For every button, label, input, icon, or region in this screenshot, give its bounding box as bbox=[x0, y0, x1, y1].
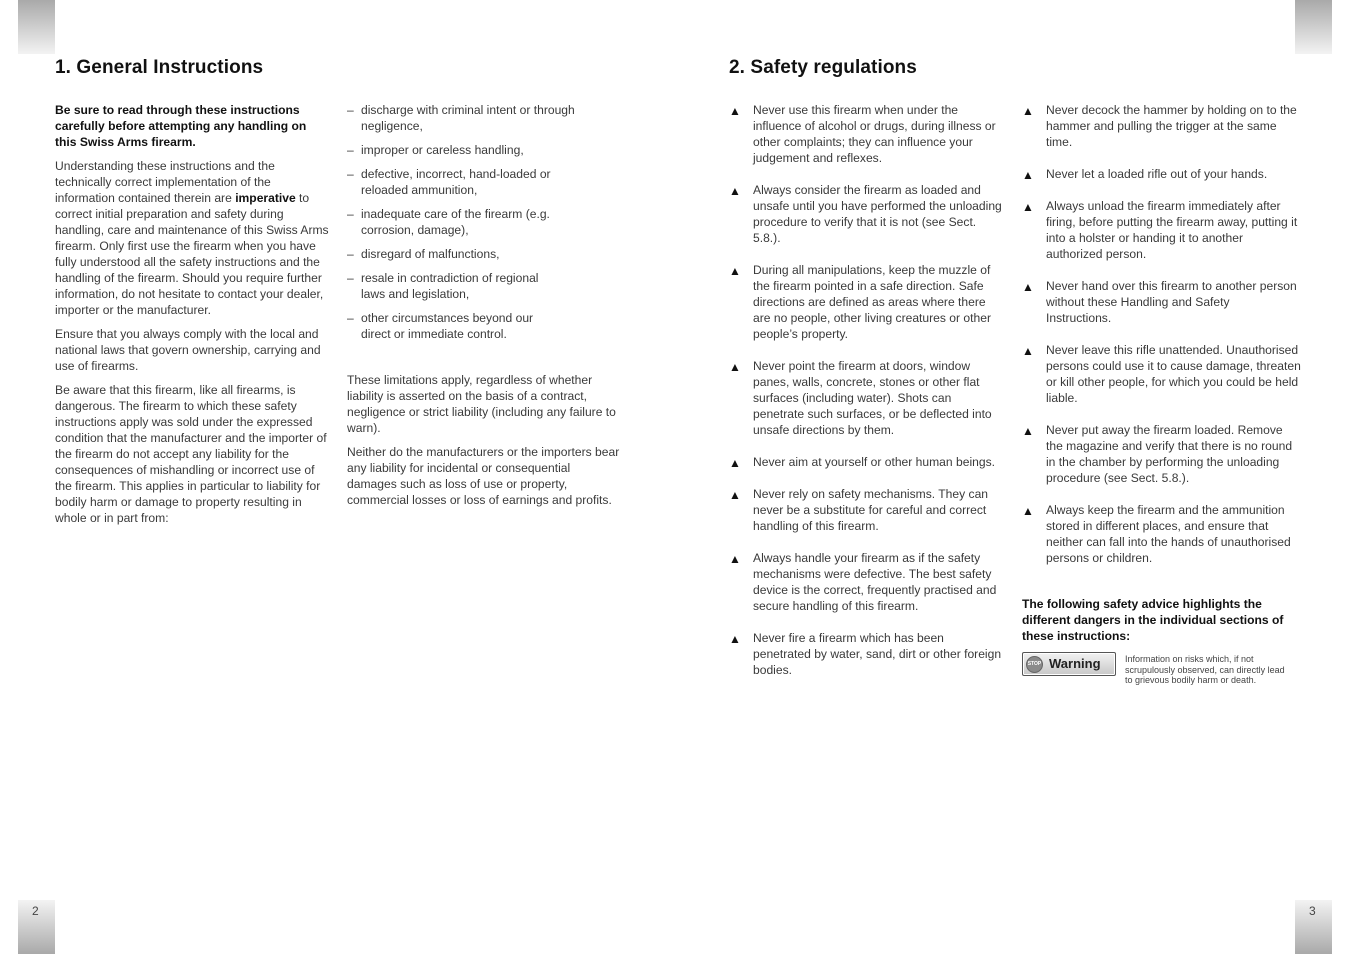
list-item bbox=[1022, 166, 1298, 182]
warning-triangle-icon: ▲ bbox=[729, 264, 741, 278]
warning-triangle-icon: ▲ bbox=[729, 552, 741, 566]
stop-sign-icon: STOP bbox=[1026, 656, 1043, 673]
warning-triangle-icon: ▲ bbox=[729, 632, 741, 646]
paragraph-text: to correct initial preparation and safety during handling, care and maintenance of this Swiss Arms firearm. Only first use the firearm when you have fully understood all the safety instructions and the handling of the firearm. Should you require further information, do not hesitate to contact your dealer, importer or the manufacturer. bbox=[55, 191, 329, 317]
list-item bbox=[729, 550, 1005, 614]
list-item bbox=[729, 486, 1005, 534]
list-item-text: discharge with criminal intent or through negligence, bbox=[361, 103, 575, 133]
dash-bullet: – bbox=[347, 247, 354, 261]
warning-triangle-icon: ▲ bbox=[1022, 504, 1034, 518]
list-item-text: Never put away the firearm loaded. Remove the magazine and verify that there is no round in the chamber by performing the unloading procedure (see Sect. 5.8.). bbox=[1046, 423, 1293, 485]
list-item bbox=[347, 102, 596, 134]
general-instructions-column-1 bbox=[55, 102, 330, 534]
list-item bbox=[729, 182, 1003, 246]
warning-triangle-icon: ▲ bbox=[1022, 168, 1034, 182]
list-item bbox=[729, 102, 1005, 166]
list-item-text: Always unload the firearm immediately after firing, before putting the firearm away, putting it into a holster or handing it to another authorized person. bbox=[1046, 199, 1298, 261]
warning-triangle-icon: ▲ bbox=[729, 360, 741, 374]
list-item bbox=[729, 630, 1003, 678]
dash-bullet: – bbox=[347, 271, 354, 285]
list-item bbox=[1022, 102, 1298, 150]
list-item bbox=[1022, 502, 1298, 566]
safety-regulations-column-1 bbox=[729, 102, 1005, 694]
dash-bullet: – bbox=[347, 167, 354, 181]
list-item-text: Always handle your firearm as if the safety mechanisms were defective. The best safety device is the correct, frequently practised and secure handling of this firearm. bbox=[753, 551, 997, 613]
list-item-text: Never point the firearm at doors, window panes, walls, concrete, stones or other flat surfaces (including water). Shots can penetrate such surfaces, or be deflected into unsafe directions by them. bbox=[753, 359, 992, 437]
corner-tab-top-right bbox=[1295, 0, 1332, 54]
dash-bullet: – bbox=[347, 311, 354, 325]
list-item-text: Never let a loaded rifle out of your hands. bbox=[1046, 167, 1268, 181]
list-item-text: other circumstances beyond our direct or immediate control. bbox=[361, 311, 534, 341]
list-item-text: resale in contradiction of regional laws and legislation, bbox=[361, 271, 539, 301]
warning-triangle-icon: ▲ bbox=[729, 104, 741, 118]
list-item-text: Never hand over this firearm to another person without these Handling and Safety Instructions. bbox=[1046, 279, 1297, 325]
paragraph-text: Understanding these instructions and the technically correct implementation of the information contained therein are bbox=[55, 159, 275, 205]
warning-badge bbox=[1022, 652, 1116, 676]
list-item-text: Never use this firearm when under the influence of alcohol or drugs, during illness or other complaints; they can influence your judgement and reflexes. bbox=[753, 103, 996, 165]
list-item bbox=[1022, 198, 1298, 262]
list-item-text: improper or careless handling, bbox=[361, 143, 524, 157]
list-item bbox=[347, 270, 566, 302]
list-item-text: disregard of malfunctions, bbox=[361, 247, 500, 261]
list-item bbox=[347, 310, 566, 342]
list-item bbox=[729, 262, 1005, 342]
list-item bbox=[729, 358, 1003, 438]
intro-bold-paragraph: Be sure to read through these instructions carefully before attempting any handling on this Swiss Arms firearm. bbox=[55, 103, 307, 149]
warning-triangle-icon: ▲ bbox=[1022, 344, 1034, 358]
paragraph-laws: Ensure that you always comply with the local and national laws that govern ownership, carrying and use of firearms. bbox=[55, 327, 321, 373]
corner-tab-top-left bbox=[18, 0, 55, 54]
safety-rules-list-1 bbox=[729, 102, 1005, 678]
warning-triangle-icon: ▲ bbox=[1022, 424, 1034, 438]
list-item bbox=[1022, 422, 1298, 486]
dash-bullet: – bbox=[347, 103, 354, 117]
safety-regulations-column-2 bbox=[1022, 102, 1301, 686]
list-item-text: Always keep the firearm and the ammunition stored in different places, and ensure that neither can fall into the hands of unauthorised persons or children. bbox=[1046, 503, 1291, 565]
warning-triangle-icon: ▲ bbox=[729, 184, 741, 198]
list-item bbox=[1022, 278, 1298, 326]
liability-exclusion-list bbox=[347, 102, 622, 342]
list-item-text: Never rely on safety mechanisms. They can never be a substitute for careful and correct handling of this firearm. bbox=[753, 487, 989, 533]
page-number-right: 3 bbox=[1309, 904, 1316, 918]
list-item-text: Never leave this rifle unattended. Unauthorised persons could use it to cause damage, threaten or kill other people, for which you could be held liable. bbox=[1046, 343, 1301, 405]
list-item bbox=[347, 206, 556, 238]
warning-label: Warning bbox=[1049, 656, 1101, 671]
dash-bullet: – bbox=[347, 143, 354, 157]
warning-triangle-icon: ▲ bbox=[729, 456, 741, 470]
page-number-left: 2 bbox=[32, 904, 39, 918]
dash-bullet: – bbox=[347, 207, 354, 221]
warning-triangle-icon: ▲ bbox=[729, 488, 741, 502]
paragraph-understanding bbox=[55, 158, 330, 318]
safety-advice-intro: The following safety advice highlights the different dangers in the individual sections of these instructions: bbox=[1022, 597, 1284, 643]
list-item-text: Never fire a firearm which has been penetrated by water, sand, dirt or other foreign bodies. bbox=[753, 631, 1002, 677]
list-item bbox=[347, 166, 556, 198]
list-item-text: Always consider the firearm as loaded and unsafe until you have performed the unloading procedure to verify that it is not (see Sect. 5.8.). bbox=[753, 183, 1002, 245]
list-item-text: defective, incorrect, hand-loaded or reloaded ammunition, bbox=[361, 167, 551, 197]
safety-rules-list-2 bbox=[1022, 102, 1301, 566]
list-item bbox=[347, 246, 622, 262]
general-instructions-column-2 bbox=[347, 102, 622, 516]
list-item bbox=[729, 454, 998, 470]
warning-triangle-icon: ▲ bbox=[1022, 200, 1034, 214]
heading-general-instructions: 1. General Instructions bbox=[55, 57, 264, 78]
paragraph-limitations: These limitations apply, regardless of whether liability is asserted on the basis of a contract, negligence or strict liability (including any failure to warn). bbox=[347, 373, 616, 435]
heading-safety-regulations: 2. Safety regulations bbox=[729, 57, 917, 78]
list-item-text: Never decock the hammer by holding on to the hammer and pulling the trigger at the same time. bbox=[1046, 103, 1297, 149]
warning-triangle-icon: ▲ bbox=[1022, 280, 1034, 294]
list-item-text: During all manipulations, keep the muzzle of the firearm pointed in a safe direction. Safe directions are defined as areas where there are no people, other living creatures or other people’s property. bbox=[753, 263, 991, 341]
paragraph-no-liability: Neither do the manufacturers or the importers bear any liability for incidental or consequential damages such as loss of use or property, commercial losses or loss of earnings and profits. bbox=[347, 445, 620, 507]
paragraph-liability: Be aware that this firearm, like all firearms, is dangerous. The firearm to which these safety instructions apply was sold under the expressed condition that the manufacturer and the importer of the firearm do not accept any liability for the consequences of mishandling or incorrect use of the firearm. This applies in particular to liability for bodily harm or damage to property resulting in whole or in part from: bbox=[55, 383, 327, 525]
list-item bbox=[1022, 342, 1311, 406]
list-item bbox=[347, 142, 622, 158]
emphasis-imperative: imperative bbox=[235, 191, 296, 205]
list-item-text: inadequate care of the firearm (e.g. corrosion, damage), bbox=[361, 207, 550, 237]
warning-triangle-icon: ▲ bbox=[1022, 104, 1034, 118]
list-item-text: Never aim at yourself or other human beings. bbox=[753, 455, 995, 469]
warning-legend bbox=[1022, 652, 1298, 686]
warning-description: Information on risks which, if not scrupulously observed, can directly lead to grievous bodily harm or death. bbox=[1125, 654, 1285, 685]
